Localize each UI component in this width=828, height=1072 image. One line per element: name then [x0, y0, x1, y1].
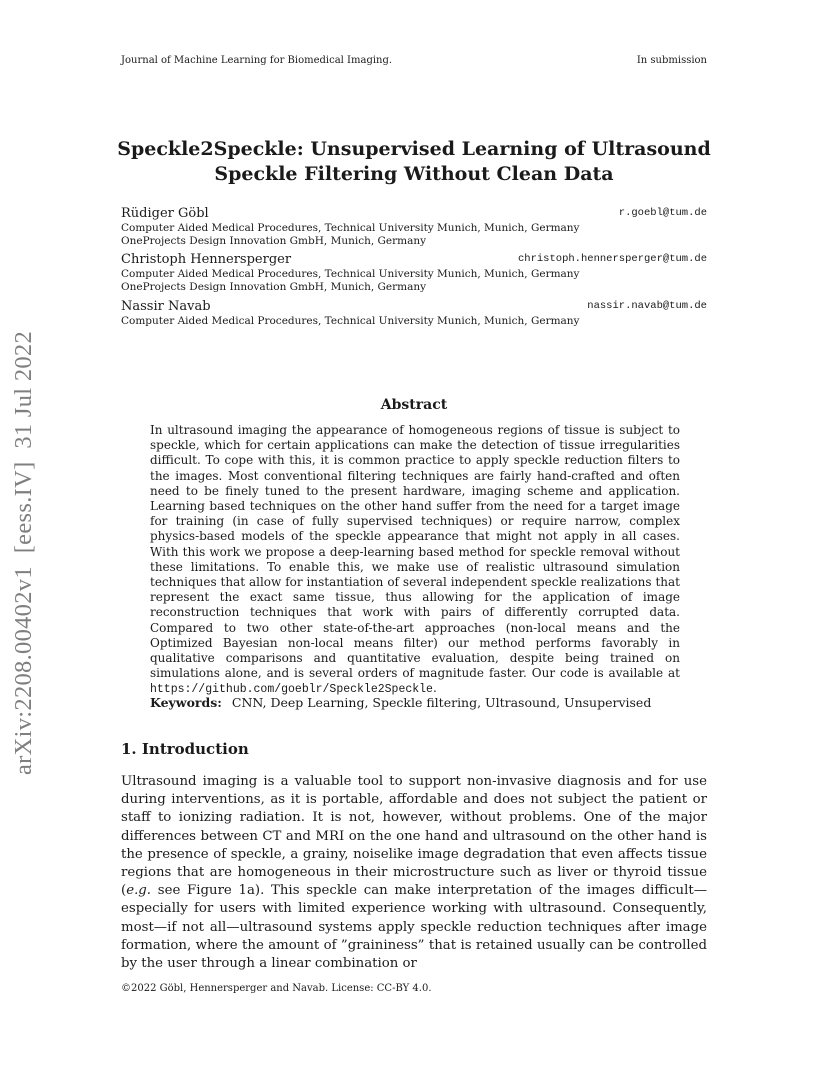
submission-status: In submission [636, 55, 707, 66]
author-affiliation: Computer Aided Medical Procedures, Technical University Munich, Munich, Germany [121, 268, 580, 280]
author-name: Christoph Hennersperger [121, 252, 292, 267]
abstract-body-text: In ultrasound imaging the appearance of homogeneous regions of tissue is subject to speckle, which for certain applications can make the detection of tissue irregularities difficult. To cope with this, it is common practice to apply speckle reduction filters to the images. Most conventional filtering techniques are fairly hand-crafted and often need to be finely tuned to the present hardware, imaging scheme and application. Learning based techniques on the other hand suffer from the need for a target image for training (in case of fully supervised techniques) or require narrow, complex physics-based models of the speckle appearance that might not apply in all cases. With this work we propose a deep-learning based method for speckle removal without these limitations. To enable this, we make use of realistic ultrasound simulation techniques that allow for instantiation of several independent speckle realizations that represent the exact same tissue, thus allowing for the application of image reconstruction techniques that work with pairs of differently corrupted data. Compared to two other state-of-the-art approaches (non-local means and the Optimized Bayesian non-local means filter) our method performs favorably in qualitative comparisons and quantitative evaluation, despite being trained on simulations alone, and is several orders of magnitude faster. Our code is available at [150, 423, 680, 681]
author-block-3 [121, 299, 707, 328]
abstract-end: . [432, 681, 437, 696]
section-number: 1. [121, 740, 137, 758]
keywords [150, 695, 690, 710]
author-block-1 [121, 206, 707, 248]
intro-eg: e.g. [126, 883, 152, 899]
intro-text-after: see Figure 1a). This speckle can make interpretation of the images difficult—especially for users with limited experience working with ultrasound. Consequently, most—if not all—ultrasound systems apply speckle reduction techniques after image formation, where the amount of ”graininess” that is retained usually can be controlled by the user through a linear combination or [121, 883, 707, 972]
title-line-1: Speckle2Speckle: Unsupervised Learning of Ultrasound [117, 138, 711, 160]
license-footer: ©2022 Göbl, Hennersperger and Navab. License: CC-BY 4.0. [121, 983, 432, 994]
author-email[interactable]: r.goebl@tum.de [618, 207, 707, 219]
author-email[interactable]: christoph.hennersperger@tum.de [517, 253, 707, 265]
keywords-list: CNN, Deep Learning, Speckle filtering, Ultrasound, Unsupervised [231, 695, 652, 710]
journal-name: Journal of Machine Learning for Biomedical Imaging. [121, 55, 393, 66]
author-name: Rüdiger Göbl [121, 206, 209, 221]
author-affiliation: Computer Aided Medical Procedures, Technical University Munich, Munich, Germany [121, 222, 580, 234]
author-affiliation: OneProjects Design Innovation GmbH, Munich, Germany [121, 235, 427, 247]
author-name: Nassir Navab [121, 299, 211, 314]
author-affiliation: Computer Aided Medical Procedures, Technical University Munich, Munich, Germany [121, 315, 580, 327]
author-block-2 [121, 252, 707, 294]
section-title: Introduction [141, 740, 249, 758]
author-email[interactable]: nassir.navab@tum.de [587, 300, 707, 312]
intro-text-before: Ultrasound imaging is a valuable tool to support non-invasive diagnosis and for use during interventions, as it is portable, affordable and does not subject the patient or staff to ionizing radiation. It is not, however, without problems. One of the major differences between CT and MRI on the one hand and ultrasound on the other hand is the presence of speckle, a grainy, noiselike image degradation that even affects tissue regions that are homogeneous in their microstructure such as liver or thyroid tissue ( [121, 774, 707, 899]
intro-paragraph [121, 773, 707, 973]
paper-title [0, 137, 828, 187]
title-line-2: Speckle Filtering Without Clean Data [214, 163, 614, 185]
author-affiliation: OneProjects Design Innovation GmbH, Munich, Germany [121, 281, 427, 293]
arxiv-identifier: arXiv:2208.00402v1 [eess.IV] 31 Jul 2022 [10, 330, 37, 775]
abstract-heading: Abstract [380, 397, 448, 413]
code-link[interactable]: https://github.com/goeblr/Speckle2Speckle [150, 683, 433, 697]
keywords-label: Keywords: [150, 695, 222, 710]
abstract-text [150, 423, 680, 698]
section-heading [121, 740, 249, 758]
